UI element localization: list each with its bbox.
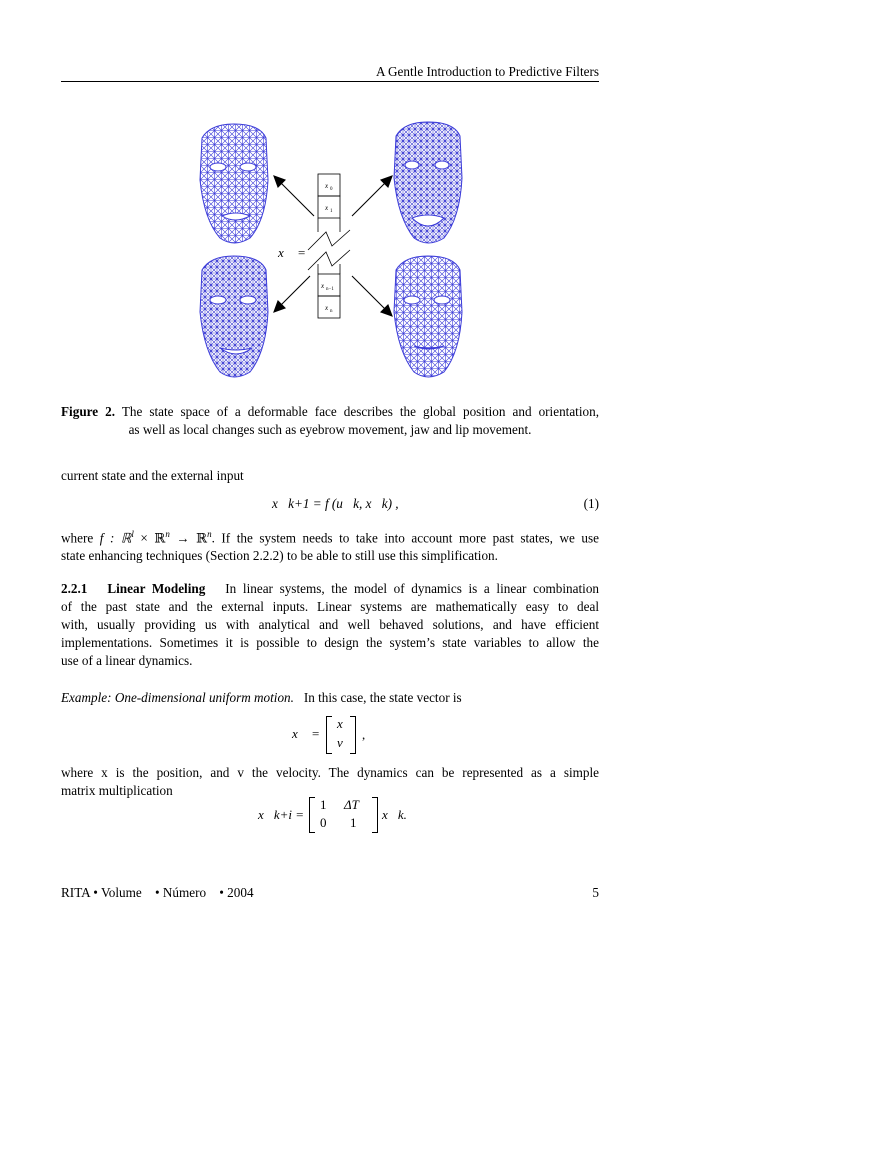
equation-1-number: (1) [583, 496, 599, 511]
vec-entry-x: x [337, 716, 343, 731]
mat-entry-21: 0 [320, 815, 327, 830]
footer-page-number: 5 [592, 885, 599, 900]
p2-times: × ℝ [133, 530, 166, 546]
paragraph-2-line-2: state enhancing techniques (Section 2.2.2) to be able to still use this simplification. [61, 548, 498, 564]
vec-bracket-right [350, 716, 356, 754]
vec-lhs: x⃗ = [292, 726, 320, 741]
footer-year: • 2004 [219, 885, 254, 900]
p2-sup-l: l [131, 529, 134, 539]
section-linear-modeling [61, 580, 599, 670]
p2-sup-n2: n [207, 529, 212, 539]
vec-trail: , [362, 727, 366, 742]
example-text: In this case, the state vector is [303, 690, 462, 705]
vec-entry-v: v [337, 735, 343, 750]
state-xn-1: x [321, 282, 325, 290]
footer-issue: • Número [154, 885, 207, 900]
face-mesh-top-left [200, 124, 268, 243]
p2-sup-n1: n [165, 529, 170, 539]
section-line-1 [61, 580, 599, 598]
section-line-3: with, usually providing us with analytical and well behaved solutions, and have efficient [61, 617, 599, 632]
figure-caption [61, 403, 599, 439]
header-rule [61, 81, 599, 82]
section-number: 2.2.1 [61, 581, 88, 596]
mat-rhs: x⃗k. [382, 807, 407, 822]
state-xn-1-sub: n−1 [326, 287, 334, 292]
face-mesh-bottom-left [200, 256, 268, 377]
equation-1-body: x⃗k+1 = f (u⃗k, x⃗k) , [272, 496, 399, 511]
mat-lhs: x⃗k+i = [258, 807, 305, 822]
state-x0: x [325, 182, 329, 190]
paragraph-2 [61, 525, 599, 565]
state-x1-sub: 1 [330, 209, 333, 214]
section-line-2: of the past state and the external inputs. Linear systems are mathematically easy to deal [61, 599, 599, 614]
state-vector-diagram [308, 174, 350, 318]
state-x0-sub: 0 [330, 187, 333, 192]
caption-line-1: The state space of a deformable face describes the global position and orientation, [121, 404, 599, 419]
example-label: Example: One-dimensional uniform motion. [61, 690, 294, 705]
state-x1: x [325, 204, 329, 212]
p2-rest: . If the system needs to take into account more past states, we use [211, 530, 600, 546]
paragraph-3-line-2: matrix multiplication [61, 783, 173, 798]
figure-2 [190, 120, 470, 386]
footer-journal: RITA • Volume [61, 885, 142, 900]
running-header: A Gentle Introduction to Predictive Filters [375, 64, 599, 79]
vector-label: x⃗ = [278, 245, 306, 260]
state-vector-equation [290, 715, 390, 755]
p2-map-f: f : ℝ [99, 530, 132, 546]
example-line [61, 689, 599, 707]
page-footer [61, 884, 599, 902]
paragraph-2-line-1 [61, 525, 599, 547]
face-mesh-top-right [394, 122, 462, 243]
state-xn-sub: n [330, 309, 333, 314]
section-title: Linear Modeling [107, 581, 206, 596]
face-mesh-bottom-right [394, 256, 462, 377]
section-line-4: implementations. Sometimes it is possible to design the system’s state variables to allow the [61, 635, 599, 650]
mat-entry-22: 1 [350, 815, 357, 830]
state-xn: x [325, 304, 329, 312]
mat-entry-12: ΔT [344, 797, 359, 812]
mat-bracket-left [309, 797, 315, 833]
section-text-1: In linear systems, the model of dynamics is a linear combination [225, 581, 600, 596]
p2-arrow: → ℝ [169, 530, 208, 546]
paragraph-3-line-1: where x is the position, and v the velocity. The dynamics can be represented as a simple [61, 765, 599, 780]
equation-1 [61, 495, 599, 513]
face-state-space-figure [190, 120, 470, 386]
vec-bracket-left [326, 716, 332, 754]
paragraph-1: current state and the external input [61, 468, 244, 483]
mat-entry-11: 1 [320, 797, 327, 812]
dynamics-matrix-equation [256, 795, 416, 835]
p2-where: where [61, 530, 100, 546]
caption-line-2: as well as local changes such as eyebrow movement, jaw and lip movement. [128, 422, 532, 437]
section-line-5: use of a linear dynamics. [61, 653, 193, 668]
caption-label: Figure 2. [61, 404, 116, 419]
mat-bracket-right [372, 797, 378, 833]
